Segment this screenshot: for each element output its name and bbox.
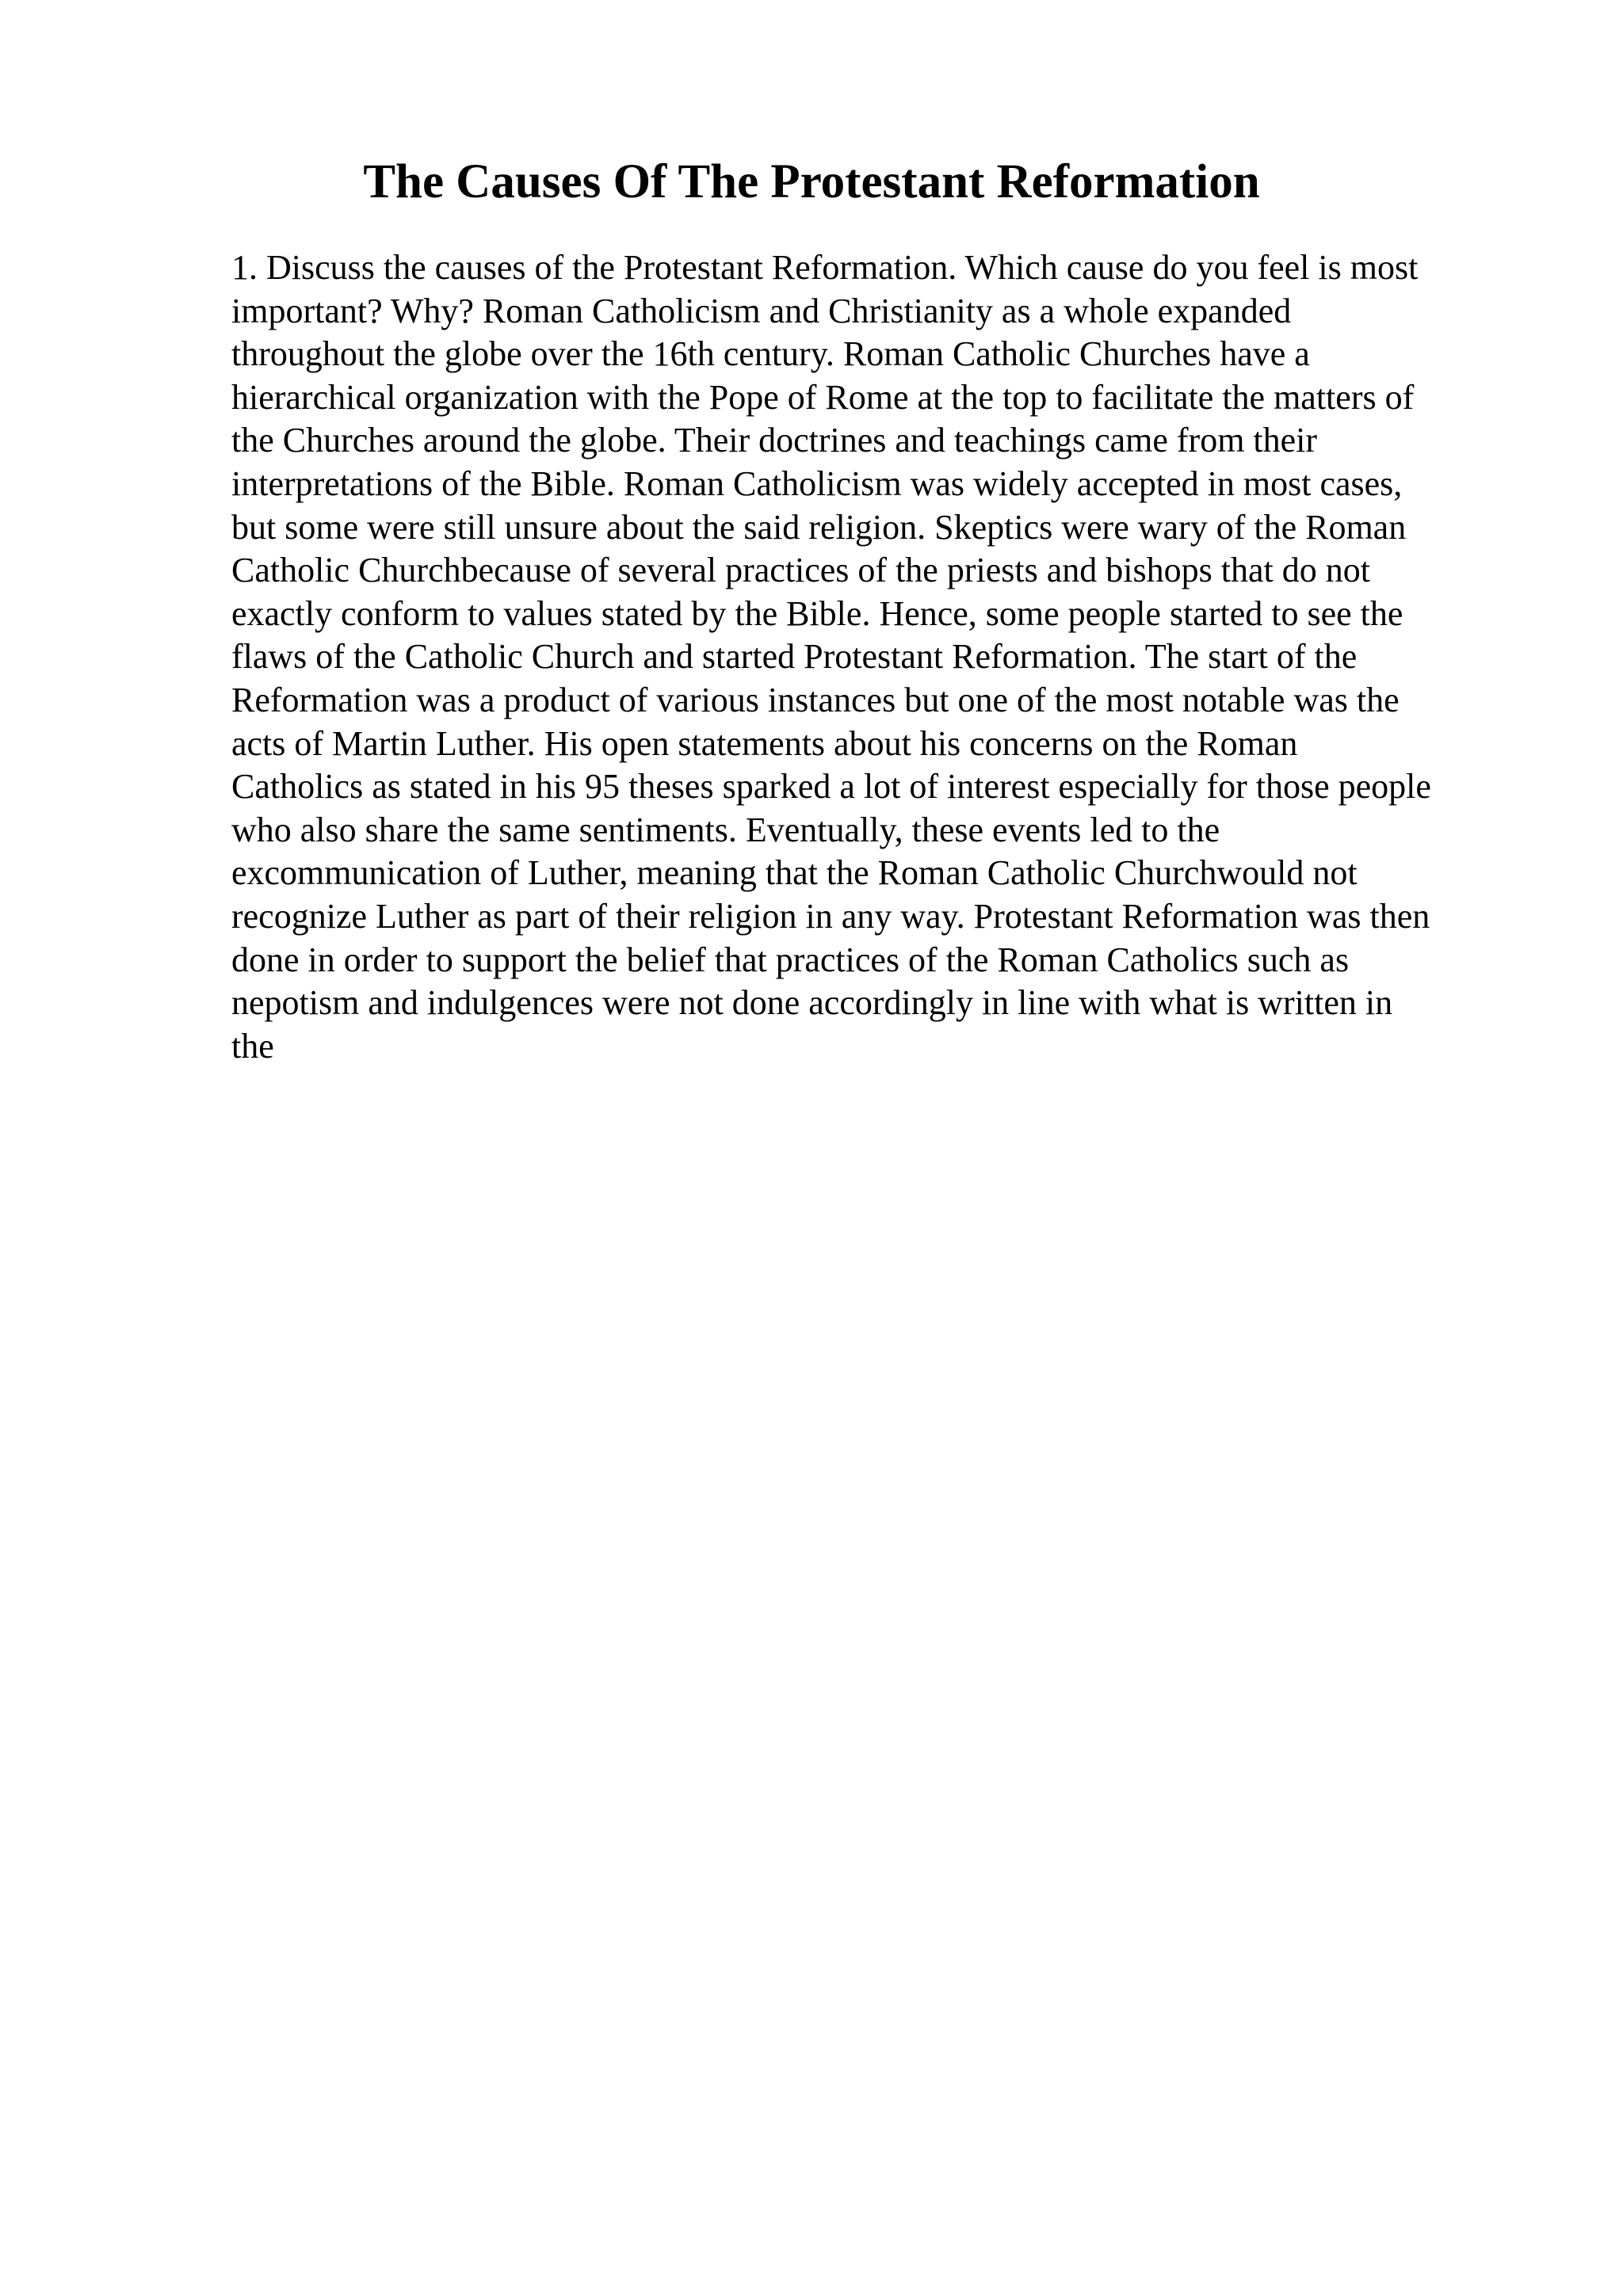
body-line: done in order to support the belief that practices of the Roman Catholics such as — [231, 940, 1350, 979]
body-line: who also share the same sentiments. Eventually, these events led to the — [231, 810, 1220, 849]
body-line: the Churches around the globe. Their doctrines and teachings came from their — [231, 421, 1318, 460]
body-line: hierarchical organization with the Pope of Rome at the top to facilitate the matters of — [231, 377, 1415, 417]
body-line: recognize Luther as part of their religion in any way. Protestant Reformation was then — [231, 896, 1430, 936]
body-line: acts of Martin Luther. His open statements about his concerns on the Roman — [231, 723, 1298, 763]
body-line: Catholic Churchbecause of several practices of the priests and bishops that do not — [231, 551, 1370, 590]
body-line: the — [231, 1026, 274, 1066]
body-line: excommunication of Luther, meaning that the Roman Catholic Churchwould not — [231, 853, 1358, 893]
body-line: 1. Discuss the causes of the Protestant Reformation. Which cause do you feel is most — [231, 248, 1419, 287]
body-line: interpretations of the Bible. Roman Catholicism was widely accepted in most cases, — [231, 463, 1403, 503]
body-line: but some were still unsure about the said religion. Skeptics were wary of the Roman — [231, 507, 1407, 547]
body-line: exactly conform to values stated by the Bible. Hence, some people started to see the — [231, 593, 1403, 633]
body-line: nepotism and indulgences were not done accordingly in line with what is written in — [231, 983, 1393, 1023]
body-line: Catholics as stated in his 95 theses sparked a lot of interest especially for those people — [231, 767, 1431, 807]
document-title: The Causes Of The Protestant Reformation — [363, 155, 1260, 208]
body-line: Reformation was a product of various instances but one of the most notable was the — [231, 680, 1400, 719]
body-line: important? Why? Roman Catholicism and Christianity as a whole expanded — [231, 291, 1292, 330]
document-body — [231, 246, 1515, 1068]
body-line: flaws of the Catholic Church and started Protestant Reformation. The start of the — [231, 637, 1358, 677]
body-line: throughout the globe over the 16th century. Roman Catholic Churches have a — [231, 334, 1310, 374]
